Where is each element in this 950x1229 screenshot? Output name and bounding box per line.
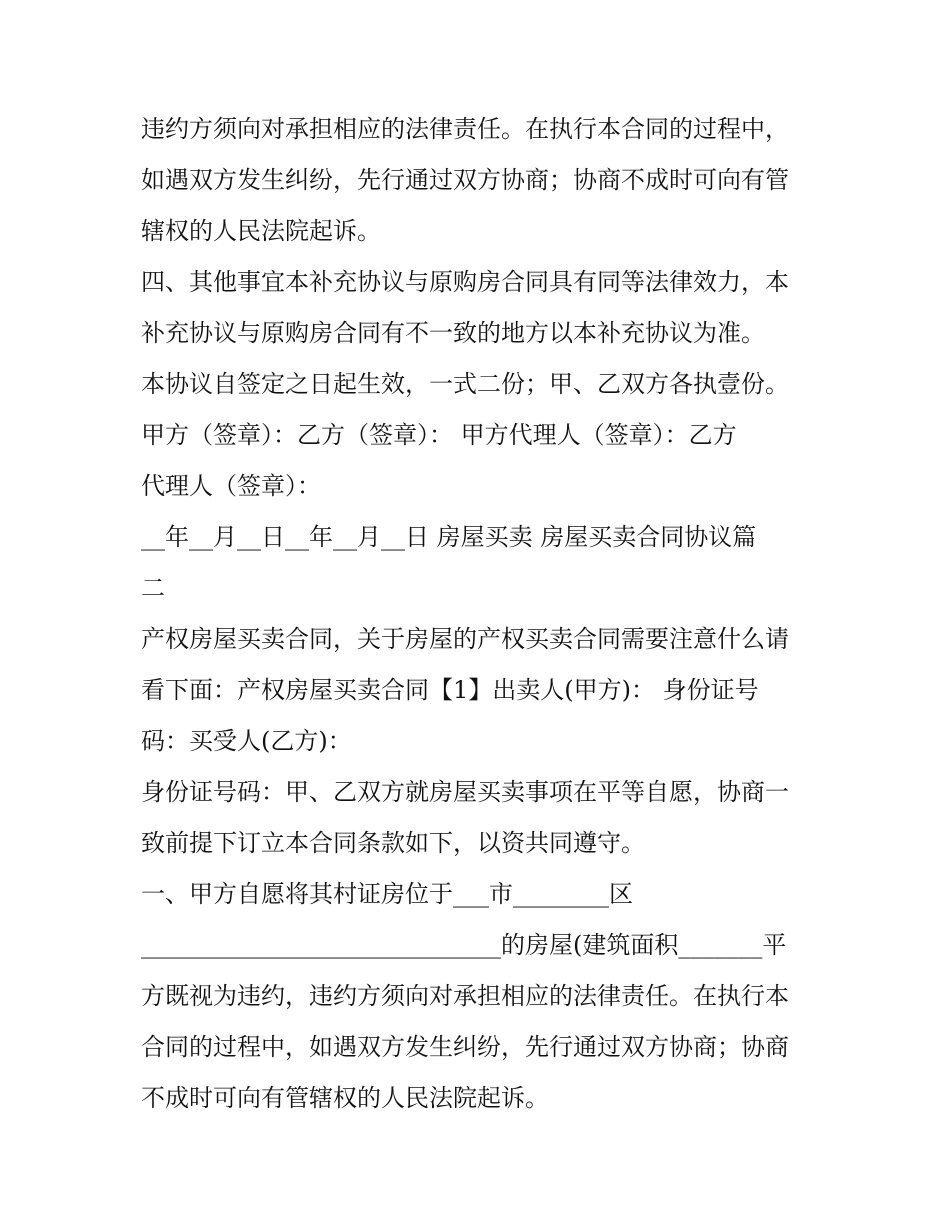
text-line: 如遇双方发生纠纷，先行通过双方协商；协商不成时可向有管 <box>141 166 789 194</box>
text-line: 码：买受人(乙方)： <box>141 727 352 755</box>
text-line: 甲方（签章）：乙方（签章）： 甲方代理人（签章）：乙方 <box>141 421 737 449</box>
text-line: 四、其他事宜本补充协议与原购房合同具有同等法律效力，本 <box>141 268 789 296</box>
text-line: 违约方须向对承担相应的法律责任。在执行本合同的过程中， <box>141 115 789 143</box>
text-line: ______________________________的房屋(建筑面积_______平 <box>141 931 787 959</box>
text-line: 二 <box>141 574 165 602</box>
text-line: 身份证号码：甲、乙双方就房屋买卖事项在平等自愿，协商一 <box>141 778 789 806</box>
text-line: 不成时可向有管辖权的人民法院起诉。 <box>141 1084 549 1112</box>
text-line: 本协议自签定之日起生效，一式二份；甲、乙双方各执壹份。 <box>141 370 789 398</box>
text-line: __年__月__日__年__月__日 房屋买卖 房屋买卖合同协议篇 <box>141 523 757 551</box>
text-line: 一、甲方自愿将其村证房位于___市________区 <box>141 880 633 908</box>
text-line: 致前提下订立本合同条款如下，以资共同遵守。 <box>141 829 645 857</box>
text-line: 合同的过程中，如遇双方发生纠纷，先行通过双方协商；协商 <box>141 1033 789 1061</box>
document-body <box>141 104 821 1124</box>
text-line: 看下面：产权房屋买卖合同【1】出卖人(甲方)： 身份证号 <box>141 676 759 704</box>
text-line: 补充协议与原购房合同有不一致的地方以本补充协议为准。 <box>141 319 765 347</box>
text-line: 产权房屋买卖合同，关于房屋的产权买卖合同需要注意什么请 <box>141 625 789 653</box>
text-line: 辖权的人民法院起诉。 <box>141 217 381 245</box>
text-line: 代理人（签章）： <box>141 472 321 500</box>
text-line: 方既视为违约，违约方须向对承担相应的法律责任。在执行本 <box>141 982 789 1010</box>
